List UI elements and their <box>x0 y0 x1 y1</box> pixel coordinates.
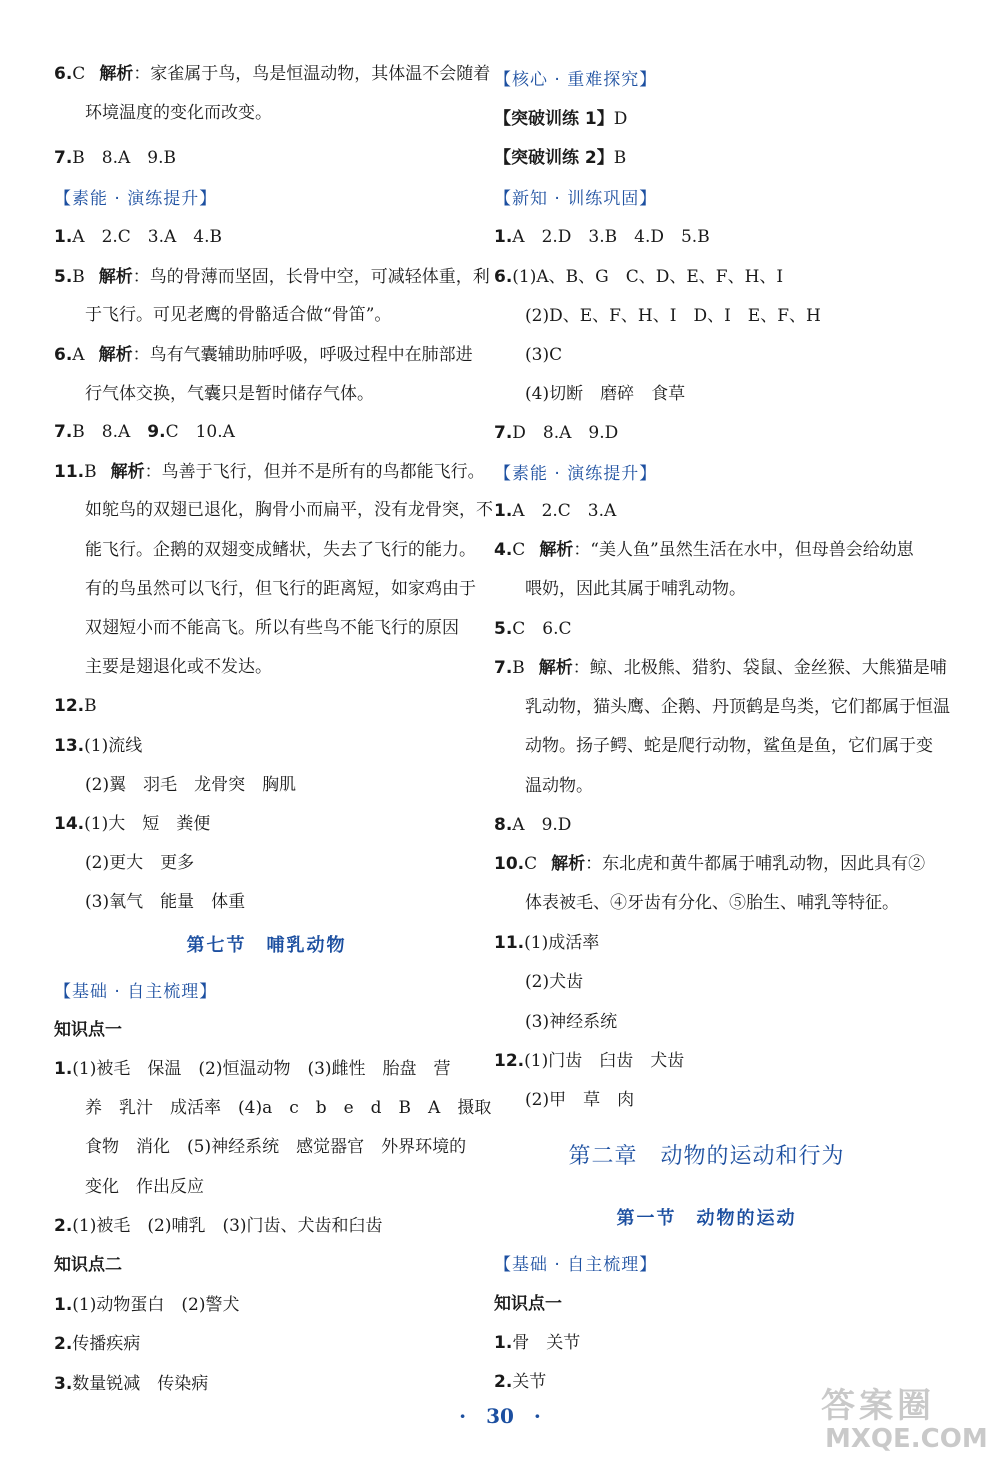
knowledge-point-heading: 知识点一 <box>54 1020 122 1040</box>
answer-line: 7.B 8.A 9.B <box>54 148 176 168</box>
answer-line: 12.B <box>54 696 97 716</box>
answer-line: 4.C 解析：“美人鱼”虽然生活在水中，但母兽会给幼崽 <box>494 540 914 560</box>
answer-line: (2)甲 草 肉 <box>525 1090 635 1110</box>
answer-line: 有的鸟虽然可以飞行，但飞行的距离短，如家鸡由于 <box>85 579 476 599</box>
answer-line: (3)C <box>525 345 563 365</box>
answer-line: 【突破训练 1】D <box>494 109 628 129</box>
answer-line: 环境温度的变化而改变。 <box>85 103 272 123</box>
answer-line: 1.A 2.C 3.A <box>494 501 617 521</box>
answer-line: (4)切断 磨碎 食草 <box>525 384 686 404</box>
section-heading: 【核心 · 重难探究】 <box>494 70 658 90</box>
answer-line: 1.A 2.C 3.A 4.B <box>54 227 223 247</box>
answer-line: 1.(1)被毛 保温 (2)恒温动物 (3)雌性 胎盘 营 <box>54 1059 451 1079</box>
answer-line: (2)犬齿 <box>525 972 584 992</box>
answer-line: 13.(1)流线 <box>54 736 143 756</box>
answer-line: 7.B 8.A 9.C 10.A <box>54 422 235 442</box>
answer-line: (3)氧气 能量 体重 <box>85 892 246 912</box>
answer-line: 11.(1)成活率 <box>494 933 600 953</box>
answer-line: 1.(1)动物蛋白 (2)警犬 <box>54 1295 240 1315</box>
answer-line: 1.骨 关节 <box>494 1333 581 1353</box>
knowledge-point-heading: 知识点一 <box>494 1294 562 1314</box>
answer-line: 6.C 解析：家雀属于鸟，鸟是恒温动物，其体温不会随着 <box>54 64 491 84</box>
answer-line: (2)翼 羽毛 龙骨突 胸肌 <box>85 775 297 795</box>
answer-line: 如鸵鸟的双翅已退化，胸骨小而扁平，没有龙骨突，不 <box>85 500 493 520</box>
answer-line: 温动物。 <box>525 776 593 796</box>
answer-line: 1.A 2.D 3.B 4.D 5.B <box>494 227 710 247</box>
section-title: 第七节 哺乳动物 <box>186 935 347 956</box>
answer-line: 7.D 8.A 9.D <box>494 423 619 443</box>
answer-line: 3.数量锐减 传染病 <box>54 1374 209 1394</box>
answer-line: 8.A 9.D <box>494 815 572 835</box>
answer-line: 主要是翅退化或不发达。 <box>85 657 272 677</box>
answer-line: (2)D、E、F、H、I D、I E、F、H <box>525 306 821 326</box>
section-title: 第一节 动物的运动 <box>616 1208 797 1229</box>
answer-line: 食物 消化 (5)神经系统 感觉器官 外界环境的 <box>85 1137 467 1157</box>
answer-line: 能飞行。企鹅的双翅变成鳍状，失去了飞行的能力。 <box>85 540 476 560</box>
answer-line: 变化 作出反应 <box>85 1177 204 1197</box>
answer-line: 2.传播疾病 <box>54 1334 141 1354</box>
knowledge-point-heading: 知识点二 <box>54 1255 122 1275</box>
answer-line: 乳动物，猫头鹰、企鹅、丹顶鹤是鸟类，它们都属于恒温 <box>525 697 950 717</box>
answer-line: 2.(1)被毛 (2)哺乳 (3)门齿、犬齿和臼齿 <box>54 1216 383 1236</box>
answer-line: 【突破训练 2】B <box>494 148 627 168</box>
section-heading: 【素能 · 演练提升】 <box>494 464 658 484</box>
answer-line: (3)神经系统 <box>525 1012 618 1032</box>
answer-line: 12.(1)门齿 臼齿 犬齿 <box>494 1051 685 1071</box>
page-number: · 30 · <box>459 1404 541 1428</box>
answer-line: 5.B 解析：鸟的骨薄而坚固，长骨中空，可减轻体重，利 <box>54 267 490 287</box>
answer-line: 11.B 解析：鸟善于飞行，但并不是所有的鸟都能飞行。 <box>54 462 485 482</box>
answer-line: 动物。扬子鳄、蛇是爬行动物，鲨鱼是鱼，它们属于变 <box>525 736 933 756</box>
section-heading: 【基础 · 自主梳理】 <box>494 1255 658 1275</box>
watermark: 答案圈 MXQE.COM <box>821 1386 988 1454</box>
answer-line: 养 乳汁 成活率 (4)a c b e d B A 摄取 <box>85 1098 492 1118</box>
answer-line: 6.A 解析：鸟有气囊辅助肺呼吸，呼吸过程中在肺部进 <box>54 345 473 365</box>
answer-line: 5.C 6.C <box>494 619 572 639</box>
answer-line: 6.(1)A、B、G C、D、E、F、H、I <box>494 267 784 287</box>
answer-line: 双翅短小而不能高飞。所以有些鸟不能飞行的原因 <box>85 618 459 638</box>
answer-line: 7.B 解析：鲸、北极熊、猎豹、袋鼠、金丝猴、大熊猫是哺 <box>494 658 947 678</box>
answer-line: (2)更大 更多 <box>85 853 195 873</box>
section-heading: 【基础 · 自主梳理】 <box>54 982 218 1002</box>
chapter-title: 第二章 动物的运动和行为 <box>568 1144 845 1169</box>
section-heading: 【素能 · 演练提升】 <box>54 189 218 209</box>
section-heading: 【新知 · 训练巩固】 <box>494 189 658 209</box>
answer-line: 喂奶，因此其属于哺乳动物。 <box>525 579 746 599</box>
answer-line: 于飞行。可见老鹰的骨骼适合做“骨笛”。 <box>85 305 392 325</box>
answer-line: 行气体交换，气囊只是暂时储存气体。 <box>85 384 374 404</box>
answer-line: 10.C 解析：东北虎和黄牛都属于哺乳动物，因此具有② <box>494 854 926 874</box>
answer-line: 体表被毛、④牙齿有分化、⑤胎生、哺乳等特征。 <box>525 893 899 913</box>
answer-line: 2.关节 <box>494 1372 547 1392</box>
answer-line: 14.(1)大 短 粪便 <box>54 814 211 834</box>
